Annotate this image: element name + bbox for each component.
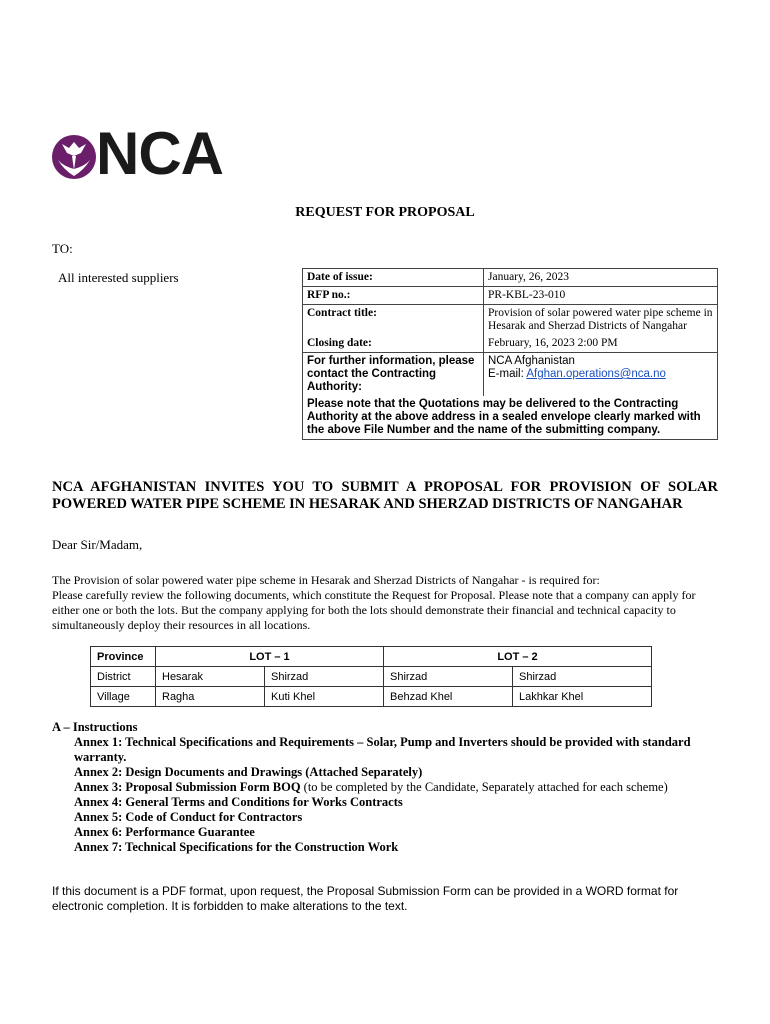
contact-value	[484, 353, 718, 397]
recipients: All interested suppliers	[58, 270, 179, 285]
contact-email-line	[488, 368, 713, 381]
intro-paragraph	[52, 573, 718, 633]
lot-2-header: LOT – 2	[384, 647, 652, 667]
contract-title-label: Contract title:	[303, 305, 484, 336]
praying-hands-dove-icon	[52, 126, 96, 186]
table-cell: Shirzad	[265, 667, 384, 687]
table-cell: Kuti Khel	[265, 687, 384, 707]
email-link[interactable]: Afghan.operations@nca.no	[526, 368, 666, 380]
closing-date-value: February, 16, 2023 2:00 PM	[484, 335, 718, 353]
table-row	[303, 305, 718, 336]
table-row	[303, 396, 718, 440]
list-item: Annex 7: Technical Specifications for the Construction Work	[74, 840, 399, 854]
nca-logo	[52, 120, 223, 187]
table-cell: Hesarak	[156, 667, 265, 687]
table-row	[303, 335, 718, 353]
annex-list	[52, 735, 718, 855]
instructions-title: A – Instructions	[52, 720, 138, 734]
intro-line-2: Please carefully review the following documents, which constitute the Request for Proposal. Please note that a company can apply for either one or both the lots. But the company applying for both the lots should demonstrate their financial and technical capacity to simultaneously deploy their resources in all locations.	[52, 588, 696, 632]
lot-table	[90, 646, 652, 707]
table-cell: Shirzad	[513, 667, 652, 687]
province-header: Province	[91, 647, 156, 667]
email-label: E-mail:	[488, 368, 527, 380]
contract-title-value: Provision of solar powered water pipe scheme in Hesarak and Sherzad Districts of Nangahar	[484, 305, 718, 336]
rfp-no-value: PR-KBL-23-010	[484, 287, 718, 305]
annex-3-note: (to be completed by the Candidate, Separately attached for each scheme)	[300, 780, 668, 794]
format-note: If this document is a PDF format, upon request, the Proposal Submission Form can be provided in a WORD format for electronic completion. It is forbidden to make alterations to the text.	[52, 884, 679, 913]
closing-date-label: Closing date:	[303, 335, 484, 353]
table-row	[303, 287, 718, 305]
table-cell: Behzad Khel	[384, 687, 513, 707]
rfp-info-table	[302, 268, 718, 440]
table-row	[91, 687, 652, 707]
list-item: Annex 4: General Terms and Conditions for Works Contracts	[74, 795, 403, 809]
list-item: Annex 5: Code of Conduct for Contractors	[74, 810, 303, 824]
contact-org: NCA Afghanistan	[488, 355, 575, 367]
list-item: Annex 1: Technical Specifications and Requirements – Solar, Pump and Inverters should be provided with standard warranty.	[74, 735, 691, 764]
lot-1-header: LOT – 1	[156, 647, 384, 667]
date-of-issue-value: January, 26, 2023	[484, 269, 718, 287]
table-row	[303, 269, 718, 287]
intro-line-1: The Provision of solar powered water pipe scheme in Hesarak and Sherzad Districts of Nangahar - is required for:	[52, 573, 600, 587]
salutation: Dear Sir/Madam,	[52, 537, 143, 552]
table-row	[91, 647, 652, 667]
date-of-issue-label: Date of issue:	[303, 269, 484, 287]
table-cell: Ragha	[156, 687, 265, 707]
village-label: Village	[91, 687, 156, 707]
annex-3-title: Annex 3: Proposal Submission Form BOQ	[74, 780, 301, 794]
instructions-section	[52, 720, 718, 855]
contact-label: For further information, please contact the Contracting Authority:	[303, 353, 484, 397]
section-heading: NCA AFGHANISTAN INVITES YOU TO SUBMIT A PROPOSAL FOR PROVISION OF SOLAR POWERED WATER PIPE SCHEME IN HESARAK AND SHERZAD DISTRICTS OF NANGAHAR	[52, 479, 718, 512]
table-cell: Shirzad	[384, 667, 513, 687]
district-label: District	[91, 667, 156, 687]
logo-text: NCA	[96, 120, 223, 187]
document-title: REQUEST FOR PROPOSAL	[295, 205, 475, 220]
list-item: Annex 6: Performance Guarantee	[74, 825, 255, 839]
to-label: TO:	[52, 241, 73, 256]
list-item	[74, 780, 718, 795]
rfp-no-label: RFP no.:	[303, 287, 484, 305]
table-cell: Lakhkar Khel	[513, 687, 652, 707]
table-row	[303, 353, 718, 397]
list-item: Annex 2: Design Documents and Drawings (Attached Separately)	[74, 765, 423, 779]
delivery-note: Please note that the Quotations may be delivered to the Contracting Authority at the above address in a sealed envelope clearly marked with the above File Number and the name of the submitting company.	[303, 396, 718, 440]
table-row	[91, 667, 652, 687]
